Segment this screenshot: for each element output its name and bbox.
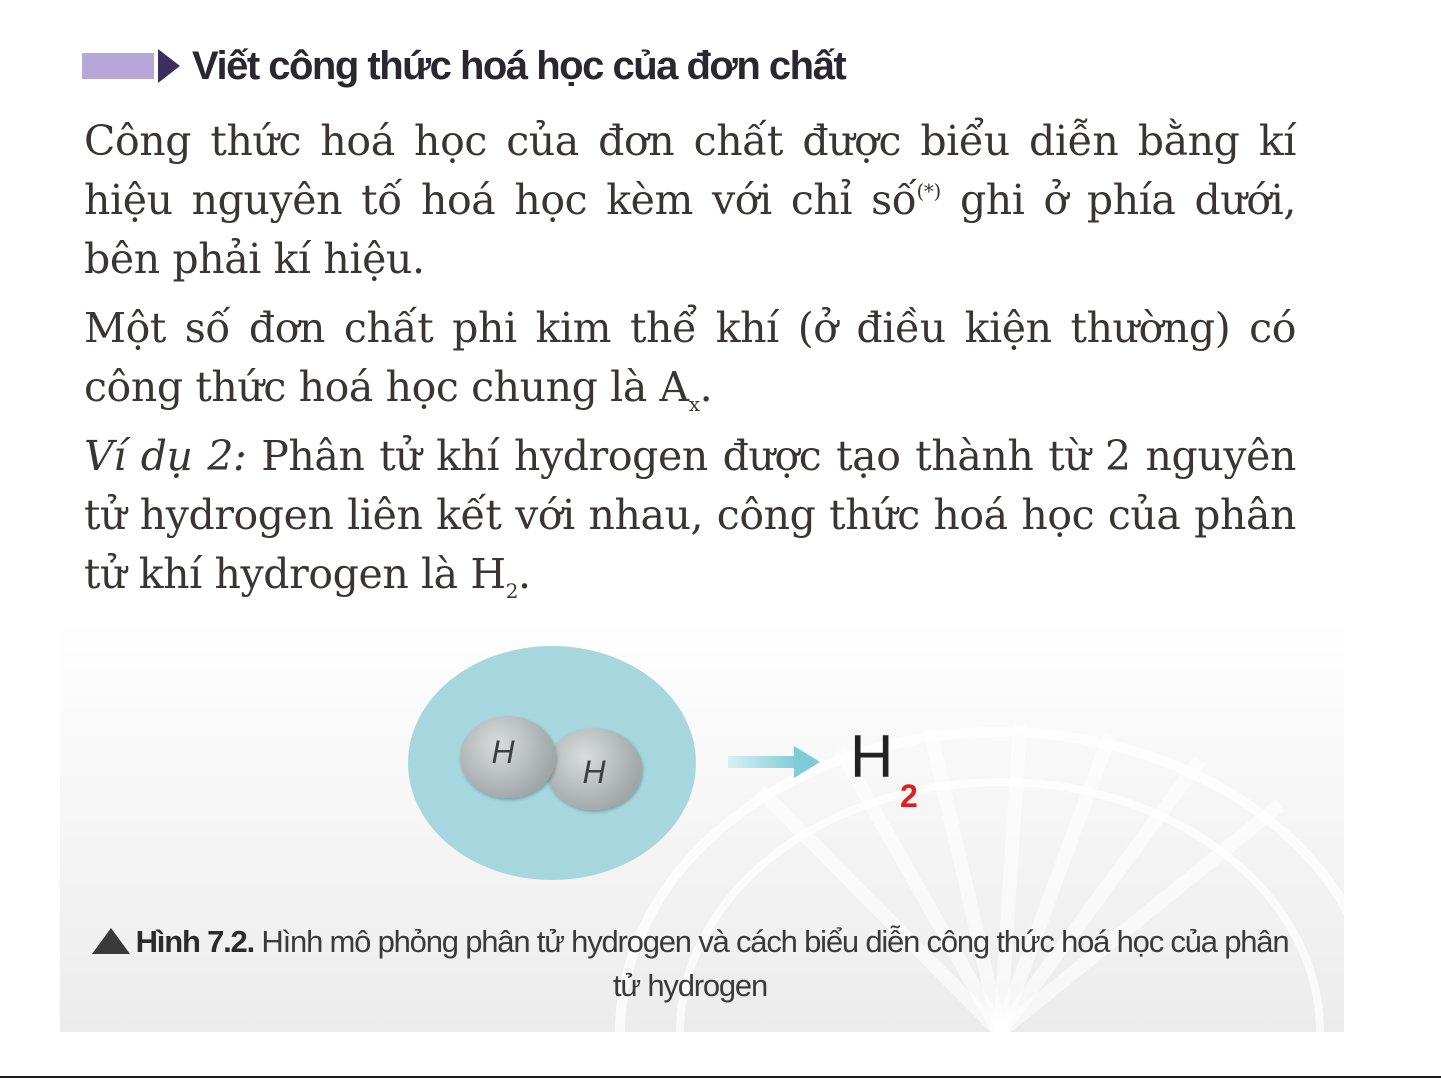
bottom-divider [0, 1076, 1441, 1078]
example-formula-subscript: 2 [505, 579, 519, 603]
hydrogen-atom [546, 728, 642, 810]
paragraph-definition [84, 112, 1296, 289]
paragraph-definition-rest: ghi ở phía dưới, bên phải kí hiệu. [84, 176, 1296, 283]
hydrogen-atom [460, 716, 556, 798]
general-formula-subscript: x [688, 392, 700, 416]
section-title: Viết công thức hoá học của đơn chất [192, 43, 846, 88]
example-formula-end: . [518, 550, 531, 598]
paragraph-general-formula [84, 299, 1296, 417]
triangle-up-icon [92, 928, 130, 954]
paragraph-example [84, 427, 1296, 604]
heading-arrow-icon [158, 49, 180, 83]
arrow-right-icon [728, 744, 824, 780]
section-heading [82, 40, 845, 92]
heading-bar-icon [82, 53, 154, 79]
general-formula-end: . [699, 363, 713, 411]
atom-symbol: H [582, 753, 606, 790]
formula-subscript: 2 [900, 778, 918, 814]
footnote-marker: (*) [916, 179, 941, 203]
caption-text: Hình mô phỏng phân tử hydrogen và cách biểu diễn công thức hoá học của phân tử hydrogen [254, 924, 1289, 1003]
example-label: Ví dụ 2: [84, 432, 247, 480]
figure-caption [90, 920, 1290, 1008]
caption-label: Hình 7.2. [135, 924, 255, 959]
atom-symbol: H [491, 733, 515, 770]
body-text [84, 112, 1296, 614]
paragraph-general-formula-text: Một số đơn chất phi kim thể khí (ở điều kiện thường) có công thức hoá học chung là A [84, 304, 1296, 411]
paragraph-example-text: Phân tử khí hydrogen được tạo thành từ 2 nguyên tử hydrogen liên kết với nhau, công thức hoá học của phân tử khí hydrogen là H [84, 432, 1297, 598]
formula-symbol: H [850, 723, 894, 790]
paragraph-definition-text: Công thức hoá học của đơn chất được biểu diễn bằng kí hiệu nguyên tố hoá học kèm với chỉ số [84, 117, 1296, 224]
